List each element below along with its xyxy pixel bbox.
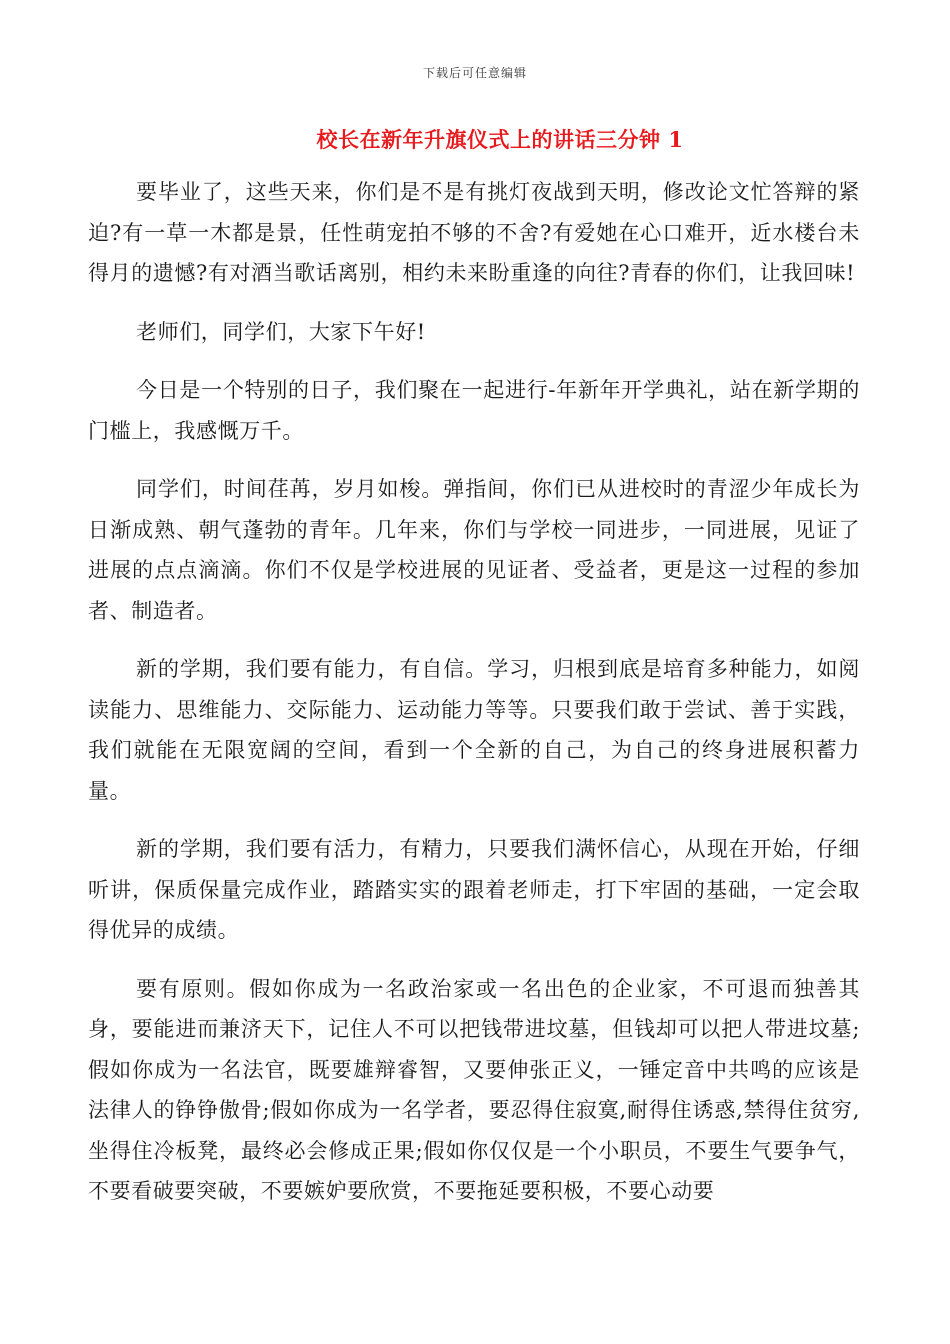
paragraph: 老师们，同学们，大家下午好!	[136, 319, 426, 344]
paragraph: 新的学期，我们要有活力，有精力，只要我们满怀信心，从现在开始，仔细听讲，保质保量完成作业，踏踏实实的跟着老师走，打下牢固的基础，一定会取得优异的成绩。	[88, 837, 860, 942]
paragraph: 同学们，时间荏苒，岁月如梭。弹指间，你们已从进校时的青涩少年成长为日渐成熟、朝气蓬勃的青年。几年来，你们与学校一同进步，一同进展，见证了进展的点点滴滴。你们不仅是学校进展的见证者、受益者，更是这一过程的参加者、制造者。	[88, 477, 860, 623]
paragraph: 要毕业了，这些天来，你们是不是有挑灯夜战到天明，修改论文忙答辩的紧迫?有一草一木都是景，任性萌宠拍不够的不舍?有爱她在心口难开，近水楼台未得月的遗憾?有对酒当歌话离别，相约未来盼重逢的向往?青春的你们，让我回味!	[88, 180, 860, 285]
paragraph: 要有原则。假如你成为一名政治家或一名出色的企业家，不可退而独善其身，要能进而兼济天下，记住人不可以把钱带进坟墓，但钱却可以把人带进坟墓;假如你成为一名法官，既要雄辩睿智，又要伸张正义，一锤定音中共鸣的应该是法律人的铮铮傲骨;假如你成为一名学者，要忍得住寂寞,耐得住诱惑,禁得住贫穷,坐得住冷板凳，最终必会修成正果;假如你仅仅是一个小职员，不要生气要争气，不要看破要突破，不要嫉妒要欣赏，不要拖延要积极，不要心动要	[88, 976, 860, 1203]
header-note: 下载后可任意编辑	[422, 66, 527, 80]
document-title: 校长在新年升旗仪式上的讲话三分钟 1	[316, 127, 684, 152]
document-body	[88, 172, 860, 1230]
paragraph: 今日是一个特别的日子，我们聚在一起进行-年新年开学典礼，站在新学期的门槛上，我感慨万千。	[88, 378, 860, 443]
paragraph: 新的学期，我们要有能力，有自信。学习，归根到底是培育多种能力，如阅读能力、思维能力、交际能力、运动能力等等。只要我们敢于尝试、善于实践，我们就能在无限宽阔的空间，看到一个全新的自己，为自己的终身进展积蓄力量。	[88, 657, 860, 803]
